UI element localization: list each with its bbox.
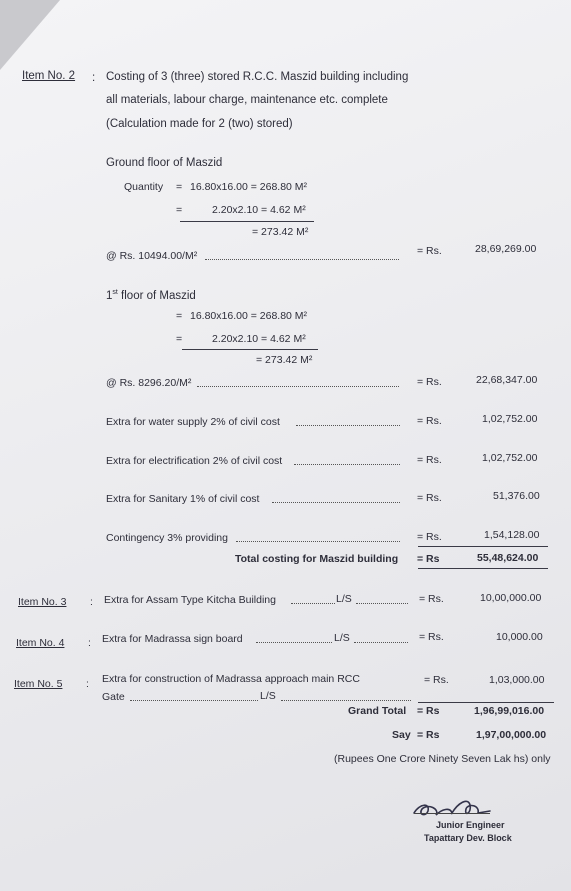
contingency-label: Contingency 3% providing: [106, 532, 228, 544]
item-2-desc-line1: Costing of 3 (three) stored R.C.C. Maszid building including: [106, 71, 409, 83]
total-maszid-amount: 55,48,624.00: [477, 552, 539, 564]
ground-rate: @ Rs. 10494.00/M²: [106, 250, 198, 262]
leader-dots: [354, 642, 408, 643]
say-label: Say: [392, 729, 411, 741]
extra-sanitary-label: Extra for Sanitary 1% of civil cost: [106, 493, 260, 505]
item-2-colon: :: [92, 72, 96, 84]
grand-total-rs: = Rs: [417, 705, 440, 717]
ground-eq-1: =: [176, 181, 183, 193]
ground-eq-2: =: [176, 204, 183, 216]
contingency-rs: = Rs.: [417, 531, 442, 543]
signature-office: Tapattary Dev. Block: [424, 833, 512, 843]
grand-total-label: Grand Total: [348, 705, 407, 717]
ground-calc-1: 16.80x16.00 = 268.80 M²: [190, 181, 308, 193]
leader-dots: [294, 464, 400, 465]
item-4-label: Item No. 4: [16, 637, 65, 649]
page-fold: [0, 0, 60, 70]
item-3-ls: L/S: [336, 593, 352, 605]
leader-dots: [291, 603, 335, 604]
say-rs: = Rs: [417, 729, 440, 741]
signature-rule: [414, 813, 490, 814]
extra-water-rs: = Rs.: [417, 415, 442, 427]
item-5-label: Item No. 5: [14, 678, 63, 690]
item-2-desc-line2: all materials, labour charge, maintenance etc. complete: [106, 94, 388, 106]
total-maszid-label: Total costing for Maszid building: [235, 553, 399, 565]
leader-dots: [296, 425, 400, 426]
extra-water-label: Extra for water supply 2% of civil cost: [106, 416, 280, 428]
item-4-desc: Extra for Madrassa sign board: [102, 633, 243, 645]
item-5-rs: = Rs.: [424, 674, 449, 686]
grand-total-amount: 1,96,99,016.00: [474, 705, 545, 717]
signature-block: [400, 795, 520, 855]
subtotal-rule: [418, 546, 548, 547]
first-amount: 22,68,347.00: [476, 374, 538, 386]
leader-dots: [130, 700, 258, 701]
first-sum-rule: [182, 349, 318, 350]
item-4-rs: = Rs.: [419, 631, 444, 643]
first-eq-2: =: [176, 333, 183, 345]
item-3-colon: :: [90, 596, 93, 608]
extra-sanitary-rs: = Rs.: [417, 492, 442, 504]
item-5-desc-line1: Extra for construction of Madrassa approach main RCC: [102, 673, 360, 685]
ground-floor-heading: Ground floor of Maszid: [106, 157, 223, 169]
leader-dots: [256, 642, 332, 643]
quantity-label: Quantity: [124, 181, 164, 193]
first-floor-heading: 1st floor of Maszid: [106, 289, 196, 302]
item-2-label: Item No. 2: [22, 70, 76, 82]
ground-sum-rule: [180, 221, 314, 222]
first-calc-1: 16.80x16.00 = 268.80 M²: [190, 310, 308, 322]
contingency-amount: 1,54,128.00: [484, 529, 540, 541]
item-5-desc-line2: Gate: [102, 691, 125, 703]
leader-dots: [236, 541, 400, 542]
grand-total-rule: [418, 702, 554, 703]
item-4-colon: :: [88, 637, 91, 649]
extra-water-amount: 1,02,752.00: [482, 413, 538, 425]
item-4-amount: 10,000.00: [496, 631, 543, 643]
item-3-label: Item No. 3: [18, 596, 67, 608]
ground-calc-2: 2.20x2.10 = 4.62 M²: [212, 204, 306, 216]
item-5-ls: L/S: [260, 690, 276, 702]
first-total-area: = 273.42 M²: [256, 354, 313, 366]
signature-title: Junior Engineer: [436, 820, 505, 830]
first-eq-1: =: [176, 310, 183, 322]
total-maszid-rs: = Rs: [417, 553, 440, 565]
leader-dots: [205, 259, 399, 260]
item-3-rs: = Rs.: [419, 593, 444, 605]
leader-dots: [356, 603, 408, 604]
say-amount: 1,97,00,000.00: [476, 729, 547, 741]
item-5-amount: 1,03,000.00: [489, 674, 545, 686]
leader-dots: [197, 386, 399, 387]
ground-amount: 28,69,269.00: [475, 243, 537, 255]
item-4-ls: L/S: [334, 632, 350, 644]
item-2-desc-line3: (Calculation made for 2 (two) stored): [106, 118, 293, 130]
leader-dots: [281, 700, 411, 701]
amount-in-words: (Rupees One Crore Ninety Seven Lak hs) only: [334, 753, 551, 765]
item-3-amount: 10,00,000.00: [480, 592, 542, 604]
subtotal-underline: [418, 568, 548, 569]
leader-dots: [272, 502, 400, 503]
first-rs: = Rs.: [417, 376, 442, 388]
extra-electrification-label: Extra for electrification 2% of civil cost: [106, 455, 283, 467]
extra-sanitary-amount: 51,376.00: [493, 490, 540, 502]
item-5-colon: :: [86, 678, 89, 690]
first-calc-2: 2.20x2.10 = 4.62 M²: [212, 333, 306, 345]
ground-rs: = Rs.: [417, 245, 442, 257]
ground-total-area: = 273.42 M²: [252, 226, 309, 238]
first-rate: @ Rs. 8296.20/M²: [106, 377, 192, 389]
extra-electrification-rs: = Rs.: [417, 454, 442, 466]
extra-electrification-amount: 1,02,752.00: [482, 452, 538, 464]
item-3-desc: Extra for Assam Type Kitcha Building: [104, 594, 276, 606]
